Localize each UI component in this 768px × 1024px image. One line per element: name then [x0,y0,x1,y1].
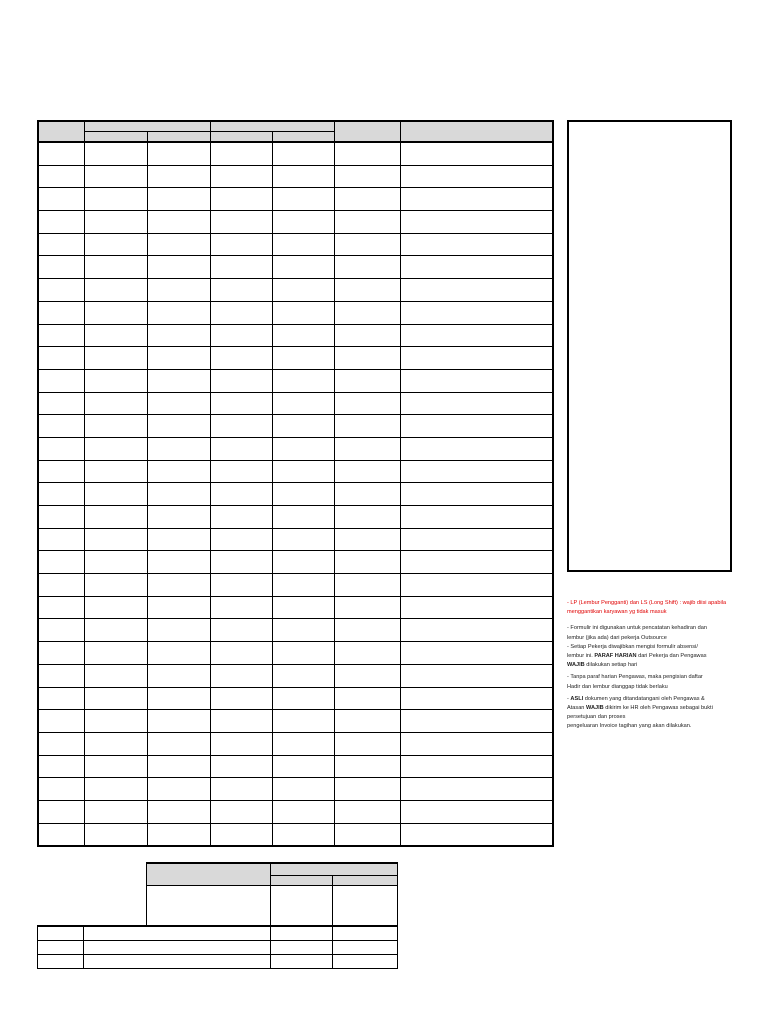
table-cell[interactable] [38,188,84,211]
table-row [38,347,553,370]
table-row [38,324,553,347]
table-cell[interactable] [147,437,210,460]
table-cell[interactable] [210,800,272,823]
table-cell[interactable] [272,165,334,188]
table-cell[interactable] [38,301,84,324]
table-cell[interactable] [334,506,400,529]
table-cell[interactable] [272,755,334,778]
summary-cell[interactable] [84,926,271,941]
table-cell[interactable] [400,551,553,574]
header-group-2 [210,121,334,131]
table-row [38,437,553,460]
note-line: - Formulir ini digunakan untuk pencatatan kehadiran dan [567,625,707,632]
table-cell[interactable] [272,369,334,392]
table-cell[interactable] [147,710,210,733]
table-cell[interactable] [38,165,84,188]
table-cell[interactable] [210,392,272,415]
summary-cell[interactable] [271,955,333,969]
summary-header-sub-2 [333,875,398,885]
table-row [38,778,553,801]
note-line: - Tanpa paraf harian Pengawas, maka pengisian daftar [567,674,703,681]
table-row [38,619,553,642]
table-cell[interactable] [210,256,272,279]
table-cell[interactable] [210,347,272,370]
table-cell[interactable] [400,324,553,347]
table-cell[interactable] [272,642,334,665]
summary-header-sub-1 [271,875,333,885]
table-cell[interactable] [400,347,553,370]
note-line: lembur ini. PARAF HARIAN dari Pekerja dan Pengawas [567,653,707,660]
table-cell[interactable] [272,188,334,211]
table-cell[interactable] [210,596,272,619]
table-cell[interactable] [334,347,400,370]
table-cell[interactable] [38,460,84,483]
note-line: - ASLI dokumen yang ditandatangani oleh Pengawas & [567,695,705,702]
table-cell[interactable] [210,301,272,324]
table-row [38,823,553,846]
summary-cell[interactable] [271,926,333,941]
table-cell[interactable] [210,369,272,392]
table-cell[interactable] [334,528,400,551]
table-cell[interactable] [210,165,272,188]
summary-cell[interactable] [38,955,84,969]
table-cell[interactable] [38,551,84,574]
table-cell[interactable] [147,619,210,642]
table-cell[interactable] [147,301,210,324]
table-cell[interactable] [400,710,553,733]
table-cell[interactable] [38,823,84,846]
table-cell[interactable] [272,687,334,710]
summary-row [38,926,398,941]
table-cell[interactable] [38,415,84,438]
table-cell[interactable] [147,233,210,256]
table-cell[interactable] [147,823,210,846]
table-cell[interactable] [38,800,84,823]
table-cell[interactable] [272,800,334,823]
table-row [38,211,553,234]
table-cell[interactable] [147,642,210,665]
table-cell[interactable] [400,211,553,234]
table-cell[interactable] [334,301,400,324]
table-row [38,369,553,392]
table-cell[interactable] [210,188,272,211]
table-cell[interactable] [400,823,553,846]
table-cell[interactable] [147,347,210,370]
table-cell[interactable] [272,732,334,755]
table-cell[interactable] [400,256,553,279]
table-cell[interactable] [210,619,272,642]
header-sub-3 [210,131,272,142]
table-cell[interactable] [400,687,553,710]
table-cell[interactable] [400,165,553,188]
table-cell[interactable] [84,506,147,529]
table-cell[interactable] [84,324,147,347]
summary-table-body [38,926,398,969]
table-cell[interactable] [84,528,147,551]
table-cell[interactable] [272,142,334,165]
table-cell[interactable] [272,347,334,370]
table-cell[interactable] [38,506,84,529]
table-cell[interactable] [400,528,553,551]
table-cell[interactable] [272,301,334,324]
table-cell[interactable] [272,211,334,234]
table-cell[interactable] [334,687,400,710]
table-cell[interactable] [400,732,553,755]
note-line: - Setiap Pekerja diwajibkan mengisi formulir absensi/ [567,643,698,650]
table-cell[interactable] [84,732,147,755]
table-cell[interactable] [84,755,147,778]
table-cell[interactable] [272,233,334,256]
note-line: pengeluaran Invoice tagihan yang akan dilakukan. [567,723,692,730]
table-cell[interactable] [334,369,400,392]
table-cell[interactable] [147,528,210,551]
header-sub-2 [147,131,210,142]
table-cell[interactable] [147,415,210,438]
table-cell[interactable] [84,778,147,801]
table-cell[interactable] [84,596,147,619]
table-cell[interactable] [147,165,210,188]
header-cell-6 [334,121,400,142]
table-cell[interactable] [272,256,334,279]
table-row [38,165,553,188]
summary-header-table [146,862,398,927]
table-cell[interactable] [210,415,272,438]
table-cell[interactable] [334,596,400,619]
table-cell[interactable] [84,301,147,324]
table-cell[interactable] [210,551,272,574]
table-cell[interactable] [147,732,210,755]
table-cell[interactable] [334,460,400,483]
table-cell[interactable] [38,619,84,642]
table-cell[interactable] [210,710,272,733]
table-row [38,732,553,755]
summary-signature-cell [271,885,333,926]
header-cell-7 [400,121,553,142]
table-cell[interactable] [272,483,334,506]
table-cell[interactable] [84,392,147,415]
table-row [38,664,553,687]
table-cell[interactable] [210,506,272,529]
table-row [38,415,553,438]
table-row [38,506,553,529]
table-cell[interactable] [84,279,147,302]
table-cell[interactable] [38,755,84,778]
table-cell[interactable] [334,211,400,234]
table-cell[interactable] [334,392,400,415]
note-line: Hadir dan lembur dianggap tidak berlaku [567,683,668,690]
table-cell[interactable] [38,528,84,551]
table-cell[interactable] [84,347,147,370]
table-cell[interactable] [210,483,272,506]
table-cell[interactable] [38,347,84,370]
table-cell[interactable] [400,642,553,665]
table-cell[interactable] [400,800,553,823]
table-cell[interactable] [84,142,147,165]
table-cell[interactable] [334,642,400,665]
table-cell[interactable] [400,279,553,302]
note-line: persetujuan dan proses [567,714,626,721]
table-cell[interactable] [400,619,553,642]
table-cell[interactable] [334,142,400,165]
table-cell[interactable] [272,823,334,846]
table-cell[interactable] [272,574,334,597]
table-row [38,710,553,733]
table-cell[interactable] [334,437,400,460]
summary-header-cell [147,863,271,885]
table-row [38,301,553,324]
table-cell[interactable] [400,415,553,438]
table-row [38,574,553,597]
table-cell[interactable] [147,211,210,234]
attendance-table [37,120,554,847]
table-cell[interactable] [84,664,147,687]
table-cell[interactable] [84,710,147,733]
table-cell[interactable] [210,664,272,687]
note-line: lembur (jika ada) dari pekerja Outsource [567,634,667,641]
table-cell[interactable] [400,437,553,460]
table-cell[interactable] [210,233,272,256]
table-cell[interactable] [38,211,84,234]
note-line: WAJIB dilakukan setiap hari [567,662,638,669]
table-cell[interactable] [272,596,334,619]
table-cell[interactable] [272,279,334,302]
table-cell[interactable] [210,732,272,755]
summary-row [38,955,398,969]
header-sub-4 [272,131,334,142]
table-cell[interactable] [38,642,84,665]
table-cell[interactable] [147,574,210,597]
table-cell[interactable] [84,415,147,438]
table-cell[interactable] [210,823,272,846]
summary-cell[interactable] [271,941,333,955]
table-cell[interactable] [272,778,334,801]
table-cell[interactable] [334,324,400,347]
table-cell[interactable] [400,778,553,801]
table-cell[interactable] [272,664,334,687]
table-cell[interactable] [400,483,553,506]
table-cell[interactable] [38,369,84,392]
table-cell[interactable] [84,642,147,665]
table-cell[interactable] [334,165,400,188]
table-cell[interactable] [147,460,210,483]
summary-cell[interactable] [84,941,271,955]
table-cell[interactable] [334,551,400,574]
table-cell[interactable] [272,506,334,529]
table-cell[interactable] [334,279,400,302]
table-cell[interactable] [147,369,210,392]
table-cell[interactable] [38,574,84,597]
summary-table [37,925,398,969]
table-cell[interactable] [400,596,553,619]
table-cell[interactable] [400,233,553,256]
table-cell[interactable] [334,233,400,256]
table-cell[interactable] [210,211,272,234]
table-cell[interactable] [400,301,553,324]
summary-row [38,941,398,955]
table-cell[interactable] [38,233,84,256]
table-cell[interactable] [38,732,84,755]
summary-cell[interactable] [333,941,398,955]
lp-ls-note: - LP (Lembur Pengganti) dan LS (Long Shift) : wajib diisi apabila menggantikan karyawan yg tidak masuk [567,600,727,616]
table-row [38,596,553,619]
table-row [38,755,553,778]
table-cell[interactable] [38,664,84,687]
table-cell[interactable] [38,324,84,347]
header-cell-no [38,121,84,142]
table-cell[interactable] [210,437,272,460]
table-row [38,256,553,279]
table-cell[interactable] [84,800,147,823]
table-cell[interactable] [210,642,272,665]
table-cell[interactable] [147,800,210,823]
table-cell[interactable] [147,279,210,302]
table-cell[interactable] [334,823,400,846]
table-cell[interactable] [400,369,553,392]
table-row [38,233,553,256]
table-cell[interactable] [84,188,147,211]
summary-cell[interactable] [84,955,271,969]
table-cell[interactable] [210,528,272,551]
table-row [38,142,553,165]
summary-signature-cell [333,885,398,926]
table-cell[interactable] [147,256,210,279]
table-cell[interactable] [84,256,147,279]
table-cell[interactable] [272,528,334,551]
table-cell[interactable] [400,142,553,165]
table-cell[interactable] [272,710,334,733]
table-cell[interactable] [334,710,400,733]
table-cell[interactable] [210,279,272,302]
table-cell[interactable] [84,687,147,710]
table-cell[interactable] [334,619,400,642]
table-row [38,800,553,823]
table-cell[interactable] [334,755,400,778]
table-cell[interactable] [147,551,210,574]
table-cell[interactable] [147,142,210,165]
table-cell[interactable] [38,710,84,733]
table-cell[interactable] [272,392,334,415]
table-cell[interactable] [210,755,272,778]
table-cell[interactable] [38,392,84,415]
table-cell[interactable] [38,279,84,302]
table-cell[interactable] [84,369,147,392]
table-cell[interactable] [210,574,272,597]
table-cell[interactable] [84,460,147,483]
table-cell[interactable] [272,551,334,574]
table-cell[interactable] [147,664,210,687]
table-cell[interactable] [84,619,147,642]
table-cell[interactable] [38,483,84,506]
table-cell[interactable] [334,664,400,687]
table-cell[interactable] [38,142,84,165]
table-cell[interactable] [147,778,210,801]
table-cell[interactable] [147,596,210,619]
table-cell[interactable] [272,619,334,642]
table-cell[interactable] [400,392,553,415]
summary-header-group [271,863,398,875]
table-cell[interactable] [84,574,147,597]
table-cell[interactable] [147,755,210,778]
table-cell[interactable] [84,823,147,846]
table-cell[interactable] [38,256,84,279]
table-row [38,528,553,551]
note-line: Atasan WAJIB dikirim ke HR oleh Pengawas sebagai bukti [567,705,713,712]
table-cell[interactable] [400,188,553,211]
table-cell[interactable] [147,324,210,347]
summary-cell[interactable] [333,955,398,969]
summary-cell[interactable] [333,926,398,941]
table-cell[interactable] [210,460,272,483]
table-cell[interactable] [38,437,84,460]
table-cell[interactable] [84,233,147,256]
table-cell[interactable] [334,800,400,823]
header-sub-1 [84,131,147,142]
summary-signature-cell [147,885,271,926]
table-cell[interactable] [272,415,334,438]
table-cell[interactable] [84,437,147,460]
table-cell[interactable] [400,460,553,483]
table-cell[interactable] [210,142,272,165]
summary-cell[interactable] [38,941,84,955]
table-row [38,460,553,483]
table-cell[interactable] [147,392,210,415]
table-row [38,279,553,302]
table-cell[interactable] [334,256,400,279]
table-cell[interactable] [210,778,272,801]
table-cell[interactable] [84,483,147,506]
table-cell[interactable] [210,687,272,710]
summary-cell[interactable] [38,926,84,941]
table-cell[interactable] [334,188,400,211]
table-cell[interactable] [334,778,400,801]
table-cell[interactable] [272,437,334,460]
table-cell[interactable] [38,687,84,710]
table-cell[interactable] [38,778,84,801]
table-cell[interactable] [84,165,147,188]
table-cell[interactable] [210,324,272,347]
table-row [38,551,553,574]
table-row [38,392,553,415]
attendance-table-body [38,142,553,846]
table-cell[interactable] [147,687,210,710]
table-cell[interactable] [272,460,334,483]
header-group-1 [84,121,210,131]
table-cell[interactable] [400,506,553,529]
table-cell[interactable] [334,415,400,438]
table-cell[interactable] [272,324,334,347]
table-cell[interactable] [400,574,553,597]
table-cell[interactable] [334,574,400,597]
table-row [38,642,553,665]
table-cell[interactable] [334,732,400,755]
table-row [38,483,553,506]
table-cell[interactable] [400,755,553,778]
signature-note-box [567,120,732,572]
table-cell[interactable] [38,596,84,619]
table-cell[interactable] [84,551,147,574]
table-cell[interactable] [147,506,210,529]
table-row [38,687,553,710]
table-cell[interactable] [147,483,210,506]
table-cell[interactable] [400,664,553,687]
table-row [38,188,553,211]
form-notes [567,599,737,732]
table-cell[interactable] [84,211,147,234]
table-cell[interactable] [334,483,400,506]
table-cell[interactable] [147,188,210,211]
